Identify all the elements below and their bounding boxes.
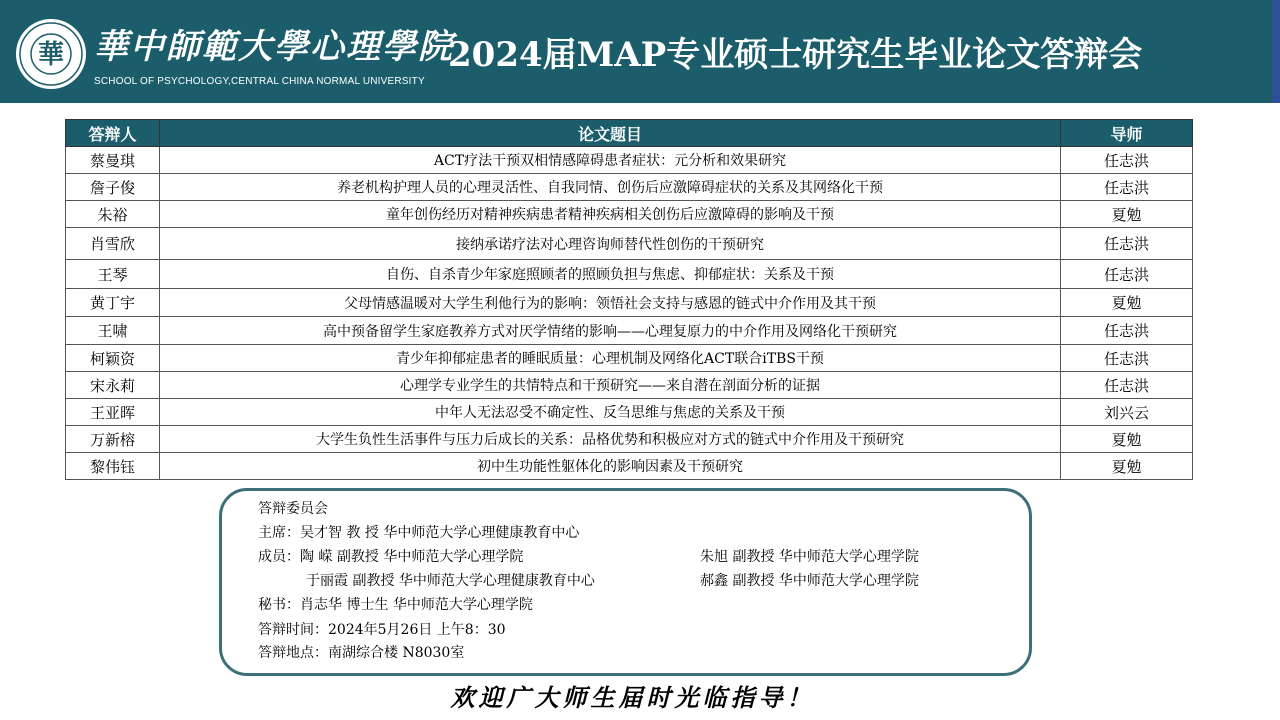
table-row	[66, 453, 1193, 480]
student-name: 肖雪欣	[66, 228, 160, 260]
thesis-topic: 父母情感温暖对大学生利他行为的影响：领悟社会支持与感恩的链式中介作用及其干预	[160, 289, 1061, 317]
committee-member-2: 朱旭 副教授 华中师范大学心理学院	[700, 549, 919, 565]
header-banner	[0, 0, 1272, 103]
table-row	[66, 147, 1193, 174]
advisor-name: 刘兴云	[1061, 399, 1193, 426]
committee-member-4: 郝鑫 副教授 华中师范大学心理学院	[700, 573, 919, 589]
table-row	[66, 372, 1193, 399]
defense-location: 答辩地点：南湖综合楼 N8030室	[258, 645, 465, 661]
student-name: 黎伟钰	[66, 453, 160, 480]
advisor-name: 任志洪	[1061, 147, 1193, 174]
thesis-topic: ACT疗法干预双相情感障碍患者症状：元分析和效果研究	[160, 147, 1061, 174]
table-row	[66, 399, 1193, 426]
committee-info-box	[219, 488, 1032, 676]
student-name: 王琴	[66, 260, 160, 289]
school-name-cn: 華中師範大學心理學院	[94, 27, 454, 67]
table-row	[66, 201, 1193, 228]
advisor-name: 夏勉	[1061, 426, 1193, 453]
advisor-name: 任志洪	[1061, 372, 1193, 399]
school-name-en: SCHOOL OF PSYCHOLOGY,CENTRAL CHINA NORMAL UNIVERSITY	[94, 76, 425, 87]
student-name: 万新榕	[66, 426, 160, 453]
committee-member-3: 于丽霞 副教授 华中师范大学心理健康教育中心	[306, 573, 595, 589]
table-row	[66, 426, 1193, 453]
header-edge-accent	[1272, 0, 1280, 103]
table-row	[66, 174, 1193, 201]
student-name: 黄丁宇	[66, 289, 160, 317]
header-student: 答辩人	[66, 120, 160, 147]
student-name: 蔡曼琪	[66, 147, 160, 174]
table-row	[66, 289, 1193, 317]
defense-time: 答辩时间：2024年5月26日 上午8：30	[258, 622, 506, 638]
table-row	[66, 228, 1193, 260]
student-name: 王啸	[66, 317, 160, 345]
header-advisor: 导师	[1061, 120, 1193, 147]
thesis-topic: 中年人无法忍受不确定性、反刍思维与焦虑的关系及干预	[160, 399, 1061, 426]
table-row	[66, 260, 1193, 289]
advisor-name: 夏勉	[1061, 289, 1193, 317]
thesis-topic: 大学生负性生活事件与压力后成长的关系：品格优势和积极应对方式的链式中介作用及干预研究	[160, 426, 1061, 453]
advisor-name: 任志洪	[1061, 345, 1193, 372]
thesis-topic: 童年创伤经历对精神疾病患者精神疾病相关创伤后应激障碍的影响及干预	[160, 201, 1061, 228]
committee-chair: 主席：吴才智 教 授 华中师范大学心理健康教育中心	[258, 525, 580, 541]
committee-member-1: 成员：陶 嵘 副教授 华中师范大学心理学院	[258, 549, 524, 565]
advisor-name: 任志洪	[1061, 228, 1193, 260]
advisor-name: 任志洪	[1061, 317, 1193, 345]
advisor-name: 夏勉	[1061, 453, 1193, 480]
logo-character: 華	[37, 40, 65, 70]
defense-schedule-table	[65, 119, 1193, 480]
student-name: 王亚晖	[66, 399, 160, 426]
student-name: 柯颖资	[66, 345, 160, 372]
advisor-name: 任志洪	[1061, 174, 1193, 201]
thesis-topic: 自伤、自杀青少年家庭照顾者的照顾负担与焦虑、抑郁症状：关系及干预	[160, 260, 1061, 289]
student-name: 朱裕	[66, 201, 160, 228]
page-title: 2024届MAP专业硕士研究生毕业论文答辩会	[448, 35, 1143, 75]
university-seal-logo	[15, 18, 87, 90]
table-header-row	[66, 120, 1193, 147]
thesis-topic: 接纳承诺疗法对心理咨询师替代性创伤的干预研究	[160, 228, 1061, 260]
table-row	[66, 317, 1193, 345]
committee-secretary: 秘书：肖志华 博士生 华中师范大学心理学院	[258, 597, 533, 613]
committee-heading: 答辩委员会	[258, 501, 328, 517]
student-name: 詹子俊	[66, 174, 160, 201]
thesis-topic: 初中生功能性躯体化的影响因素及干预研究	[160, 453, 1061, 480]
thesis-topic: 青少年抑郁症患者的睡眠质量：心理机制及网络化ACT联合iTBS干预	[160, 345, 1061, 372]
advisor-name: 任志洪	[1061, 260, 1193, 289]
welcome-message: 欢迎广大师生届时光临指导！	[450, 683, 815, 712]
thesis-topic: 高中预备留学生家庭教养方式对厌学情绪的影响——心理复原力的中介作用及网络化干预研究	[160, 317, 1061, 345]
student-name: 宋永莉	[66, 372, 160, 399]
thesis-topic: 养老机构护理人员的心理灵活性、自我同情、创伤后应激障碍症状的关系及其网络化干预	[160, 174, 1061, 201]
table-row	[66, 345, 1193, 372]
header-topic: 论文题目	[160, 120, 1061, 147]
advisor-name: 夏勉	[1061, 201, 1193, 228]
thesis-topic: 心理学专业学生的共情特点和干预研究——来自潜在剖面分析的证据	[160, 372, 1061, 399]
